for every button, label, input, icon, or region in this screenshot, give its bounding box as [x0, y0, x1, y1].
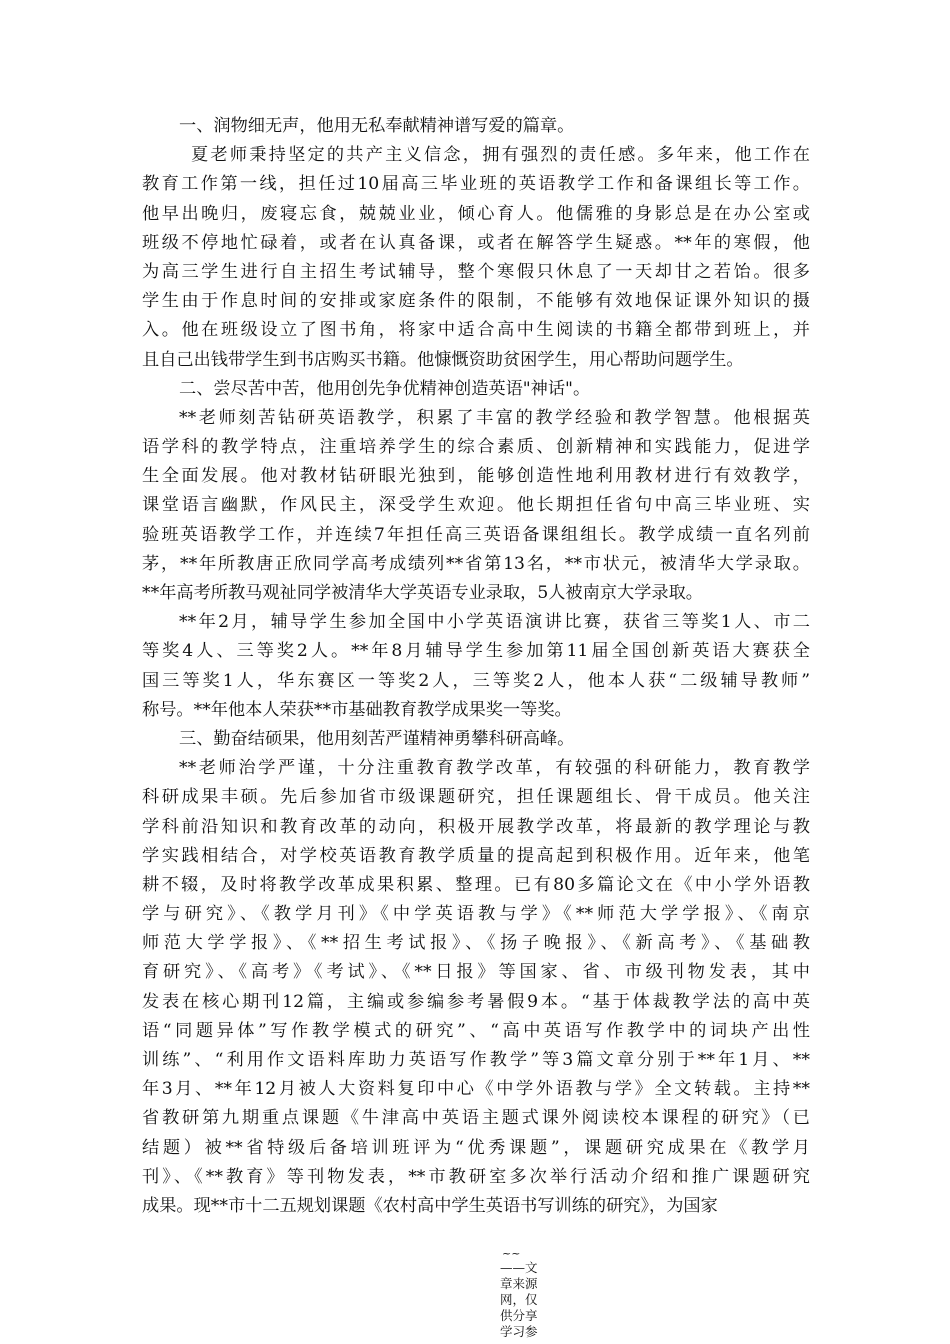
document-line: 称号。**年他本人荣获**市基础教育教学成果奖一等奖。	[142, 699, 572, 720]
document-line: 结题）被**省特级后备培训班评为“优秀课题”，课题研究成果在《教学月	[142, 1137, 810, 1158]
document-line: 验班英语教学工作，并连续7年担任高三英语备课组组长。教学成绩一直名列前	[142, 524, 810, 545]
document-line: 训练”、“利用作文语料库助力英语写作教学”等3篇文章分别于**年1月、**	[142, 1050, 810, 1070]
document-line: **老师刻苦钻研英语教学，积累了丰富的教学经验和教学智慧。他根据英	[179, 407, 810, 428]
document-line: **年高考所教马观祉同学被清华大学英语专业录取，5人被南京大学录取。	[142, 583, 703, 603]
document-line: 夏老师秉持坚定的共产主义信念，拥有强烈的责任感。多年来，他工作在	[191, 145, 810, 166]
document-line: 茅，**年所教唐正欣同学高考成绩列**省第13名，**市状元，被清华大学录取。	[142, 553, 810, 574]
footer-tilde: ~~	[502, 1247, 521, 1260]
document-line: 一、润物细无声，他用无私奉献精神谱写爱的篇章。	[179, 116, 575, 136]
document-line: 成果。现**市十二五规划课题《农村高中学生英语书写训练的研究》，为国家	[142, 1195, 718, 1216]
document-line: 语“同题异体”写作教学模式的研究”、“高中英语写作教学中的词块产出性	[142, 1020, 810, 1041]
document-line: 学实践相结合，对学校英语教育教学质量的提高起到积极作用。近年来，他笔	[142, 845, 810, 866]
document-line: 三、勤奋结硕果，他用刻苦严谨精神勇攀科研高峰。	[179, 728, 575, 749]
footer-source-note	[500, 1248, 544, 1340]
document-line: 他早出晚归，废寝忘食，兢兢业业，倾心育人。他儒雅的身影总是在办公室或	[142, 203, 810, 224]
document-line: 师范大学学报》、《**招生考试报》、《扬子晚报》、《新高考》、《基础教	[142, 933, 810, 954]
document-line: 年3月、**年12月被人大资料复印中心《中学外语教与学》全文转载。主持**	[142, 1079, 810, 1100]
document-line: 班级不停地忙碌着，或者在认真备课，或者在解答学生疑惑。**年的寒假，他	[142, 232, 810, 253]
document-line: 育研究》、《高考》《考试》、《**日报》等国家、省、市级刊物发表，其中	[142, 962, 810, 983]
document-line: 发表在核心期刊12篇，主编或参编参考暑假9本。“基于体裁教学法的高中英	[142, 991, 810, 1012]
document-line: 等奖4人、三等奖2人。**年8月辅导学生参加第11届全国创新英语大赛获全	[142, 641, 810, 662]
document-line: 学与研究》、《教学月刊》《中学英语教与学》《**师范大学学报》、《南京	[142, 904, 810, 925]
document-line: 生全面发展。他对教材钻研眼光独到，能够创造性地利用教材进行有效教学，	[142, 466, 810, 487]
document-line: 二、尝尽苦中苦，他用创先争优精神创造英语"神话"。	[179, 378, 591, 399]
document-line: **老师治学严谨，十分注重教育教学改革，有较强的科研能力，教育教学	[179, 758, 810, 779]
document-body	[142, 112, 810, 1221]
document-line: **年2月，辅导学生参加全国中小学英语演讲比赛，获省三等奖1人、市二	[179, 612, 810, 633]
document-line: 语学科的教学特点，注重培养学生的综合素质、创新精神和实践能力，促进学	[142, 437, 810, 458]
document-line: 为高三学生进行自主招生考试辅导，整个寒假只休息了一天却甘之若饴。很多	[142, 261, 810, 282]
document-line: 学科前沿知识和教育改革的动向，积极开展教学改革，将最新的教学理论与教	[142, 816, 810, 837]
document-line: 国三等奖1人，华东赛区一等奖2人，三等奖2人，他本人获“二级辅导教师”	[142, 670, 810, 691]
document-line: 省教研第九期重点课题《牛津高中英语主题式课外阅读校本课程的研究》（已	[142, 1108, 810, 1129]
document-line: 入。他在班级设立了图书角，将家中适合高中生阅读的书籍全都带到班上，并	[142, 320, 810, 341]
footer-source-text: ——文章来源网，仅供分享学习参	[500, 1260, 538, 1339]
document-line: 刊》、《**教育》等刊物发表，**市教研室多次举行活动介绍和推广课题研究	[142, 1166, 810, 1187]
document-line: 耕不辍，及时将教学改革成果积累、整理。已有80多篇论文在《中小学外语教	[142, 874, 810, 895]
document-line: 教育工作第一线，担任过10届高三毕业班的英语教学工作和备课组长等工作。	[142, 174, 810, 195]
document-line: 且自己出钱带学生到书店购买书籍。他慷慨资助贫困学生，用心帮助问题学生。	[142, 349, 744, 370]
document-line: 课堂语言幽默，作风民主，深受学生欢迎。他长期担任省句中高三毕业班、实	[142, 495, 810, 516]
document-line: 学生由于作息时间的安排或家庭条件的限制，不能够有效地保证课外知识的摄	[142, 291, 810, 312]
document-line: 科研成果丰硕。先后参加省市级课题研究，担任课题组长、骨干成员。他关注	[142, 787, 810, 808]
